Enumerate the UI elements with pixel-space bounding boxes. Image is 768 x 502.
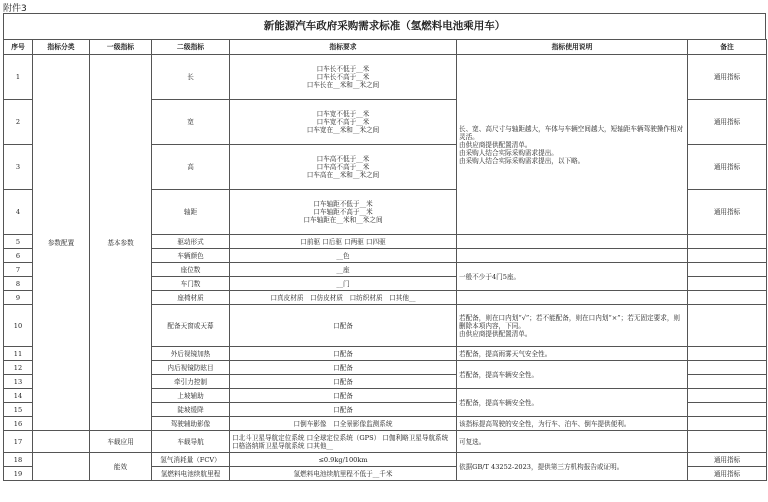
requirement-line: 口车高不高于__米 <box>316 163 370 171</box>
row-no: 18 <box>4 453 33 467</box>
requirement-line: 口车宽不低于__米 <box>316 110 370 118</box>
usage-line: 由供应商提供配置清单。 <box>459 329 532 338</box>
annex-label: 附件3 <box>3 4 27 14</box>
row-no: 16 <box>4 417 33 431</box>
row-no: 19 <box>4 467 33 481</box>
level2-name: 高 <box>152 145 230 190</box>
note-cell: 通用指标 <box>688 145 767 190</box>
requirement-cell: 口真皮材质 口仿皮材质 口纺织材质 口其他__ <box>230 291 457 305</box>
usage-mirror: 若配备，提高雨雾天气安全性。 <box>457 347 688 361</box>
level2-name: 座位数 <box>152 263 230 277</box>
note-cell <box>688 417 767 431</box>
header-no: 序号 <box>4 40 33 55</box>
requirement-line: 口车长在__米和__米之间 <box>306 81 380 89</box>
level2-name: 车门数 <box>152 277 230 291</box>
header-requirement: 指标要求 <box>230 40 457 55</box>
header-usage: 指标使用说明 <box>457 40 688 55</box>
requirement-cell: __座 <box>230 263 457 277</box>
standards-table <box>3 39 767 481</box>
note-cell: 通用指标 <box>688 453 767 467</box>
row-no: 5 <box>4 235 33 249</box>
usage-cell <box>457 235 688 249</box>
note-cell: 通用指标 <box>688 467 767 481</box>
usage-inner-mirror: 若配备，提高车辆安全性。 <box>457 361 688 389</box>
level1-energy: 能效 <box>90 453 152 481</box>
category-cell <box>33 431 90 453</box>
requirement-cell: __色 <box>230 249 457 263</box>
row-no: 12 <box>4 361 33 375</box>
note-cell: 通用指标 <box>688 55 767 100</box>
category-config: 参数配置 <box>33 55 90 431</box>
table-row <box>4 431 767 453</box>
requirement-line: 口车高在__米和__米之间 <box>306 171 380 179</box>
note-cell <box>688 263 767 277</box>
level2-name: 氢气消耗量（FCV） <box>152 453 230 467</box>
page-title: 新能源汽车政府采购需求标准（氢燃料电池乘用车） <box>3 13 766 40</box>
requirement-cell: ≤0.9kg/100km <box>230 453 457 467</box>
table-row <box>4 55 767 100</box>
level2-name: 长 <box>152 55 230 100</box>
requirement-cell: 口配备 <box>230 403 457 417</box>
row-no: 13 <box>4 375 33 389</box>
usage-seats: 一般不少于4门5座。 <box>457 263 688 291</box>
usage-line: 由采购人结合实际采购需求提出，以下略。 <box>459 156 585 165</box>
row-no: 2 <box>4 100 33 145</box>
note-cell <box>688 375 767 389</box>
requirement-cell: 口配备 <box>230 375 457 389</box>
requirement-cell <box>230 100 457 145</box>
requirement-line: 口车轴距不高于__米 <box>313 208 373 216</box>
note-cell: 通用指标 <box>688 100 767 145</box>
usage-energy: 依据GB/T 43252-2023，提供第三方机构报告或证明。 <box>457 453 688 481</box>
row-no: 17 <box>4 431 33 453</box>
row-no: 1 <box>4 55 33 100</box>
requirement-line: 口车长不低于__米 <box>316 65 370 73</box>
category-cell <box>33 453 90 481</box>
usage-parking: 该指标提高驾驶的安全性，为行车、泊车、倒车提供便利。 <box>457 417 688 431</box>
level1-basic: 基本参数 <box>90 55 152 431</box>
usage-nav: 可复选。 <box>457 431 688 453</box>
level2-name: 氢燃料电池续航里程 <box>152 467 230 481</box>
header-note: 备注 <box>688 40 767 55</box>
row-no: 7 <box>4 263 33 277</box>
requirement-line: 口车长不高于__米 <box>316 73 370 81</box>
note-cell <box>688 249 767 263</box>
level2-name: 配备天窗或天幕 <box>152 305 230 347</box>
row-no: 9 <box>4 291 33 305</box>
level2-name: 车载导航 <box>152 431 230 453</box>
level2-name: 车辆颜色 <box>152 249 230 263</box>
usage-cell <box>457 291 688 305</box>
row-no: 15 <box>4 403 33 417</box>
header-level2: 二级指标 <box>152 40 230 55</box>
note-cell <box>688 277 767 291</box>
note-cell <box>688 305 767 347</box>
usage-cell <box>457 249 688 263</box>
usage-traction: 若配备，提高车辆安全性。 <box>457 389 688 417</box>
requirement-cell: 口北斗卫星导航定位系统 口全球定位系统（GPS） 口伽利略卫星导航系统 口格洛纳斯卫星导航系统 口其他__ <box>230 431 457 453</box>
level1-vehicle-app: 车载应用 <box>90 431 152 453</box>
header-level1: 一级指标 <box>90 40 152 55</box>
level2-name: 宽 <box>152 100 230 145</box>
note-cell <box>688 361 767 375</box>
usage-line: 由采购人结合实际采购需求提出。 <box>459 148 558 157</box>
table-row <box>4 453 767 467</box>
requirement-cell <box>230 55 457 100</box>
level2-name: 内后视镜防眩目 <box>152 361 230 375</box>
note-cell <box>688 235 767 249</box>
requirement-cell: 口配备 <box>230 361 457 375</box>
note-cell: 通用指标 <box>688 190 767 235</box>
level2-name: 驱动形式 <box>152 235 230 249</box>
usage-dims <box>457 55 688 235</box>
requirement-cell: __门 <box>230 277 457 291</box>
row-no: 4 <box>4 190 33 235</box>
requirement-cell: 口前驱 口后驱 口两驱 口四驱 <box>230 235 457 249</box>
requirement-line: 口车宽在__米和__米之间 <box>306 126 380 134</box>
row-no: 10 <box>4 305 33 347</box>
note-cell <box>688 431 767 453</box>
requirement-cell: 口倒车影像 口全景影像监测系统 <box>230 417 457 431</box>
level2-name: 上坡辅助 <box>152 389 230 403</box>
requirement-cell <box>230 190 457 235</box>
level2-name: 轴距 <box>152 190 230 235</box>
level2-name: 陡坡缓降 <box>152 403 230 417</box>
requirement-cell <box>230 145 457 190</box>
note-cell <box>688 403 767 417</box>
note-cell <box>688 291 767 305</box>
note-cell <box>688 347 767 361</box>
note-cell <box>688 389 767 403</box>
level2-name: 座椅材质 <box>152 291 230 305</box>
usage-line: 由供应商提供配置清单。 <box>459 140 532 149</box>
row-no: 8 <box>4 277 33 291</box>
requirement-cell: 氢燃料电池续航里程不低于__千米 <box>230 467 457 481</box>
requirement-line: 口车高不低于__米 <box>316 155 370 163</box>
header-row <box>4 40 767 55</box>
requirement-line: 口车宽不高于__米 <box>316 118 370 126</box>
requirement-cell: 口配备 <box>230 347 457 361</box>
row-no: 3 <box>4 145 33 190</box>
requirement-line: 口车轴距不低于__米 <box>313 200 373 208</box>
requirement-cell: 口配备 <box>230 305 457 347</box>
level2-name: 牵引力控制 <box>152 375 230 389</box>
row-no: 6 <box>4 249 33 263</box>
requirement-line: 口车轴距在__米和__米之间 <box>303 216 383 224</box>
header-category: 指标分类 <box>33 40 90 55</box>
row-no: 14 <box>4 389 33 403</box>
requirement-cell: 口配备 <box>230 389 457 403</box>
usage-line: 长、宽、高尺寸与轴距越大，车体与车辆空间越大，短轴距车辆驾驶操作相对灵活。 <box>459 124 684 141</box>
usage-sunroof <box>457 305 688 347</box>
level2-name: 驾驶辅助影像 <box>152 417 230 431</box>
row-no: 11 <box>4 347 33 361</box>
usage-line: 若配备，则在口内划“√”；若不能配备，则在口内划“×”；若无固定要求，则删除本项内容，下同。 <box>459 313 681 330</box>
level2-name: 外后视镜加热 <box>152 347 230 361</box>
